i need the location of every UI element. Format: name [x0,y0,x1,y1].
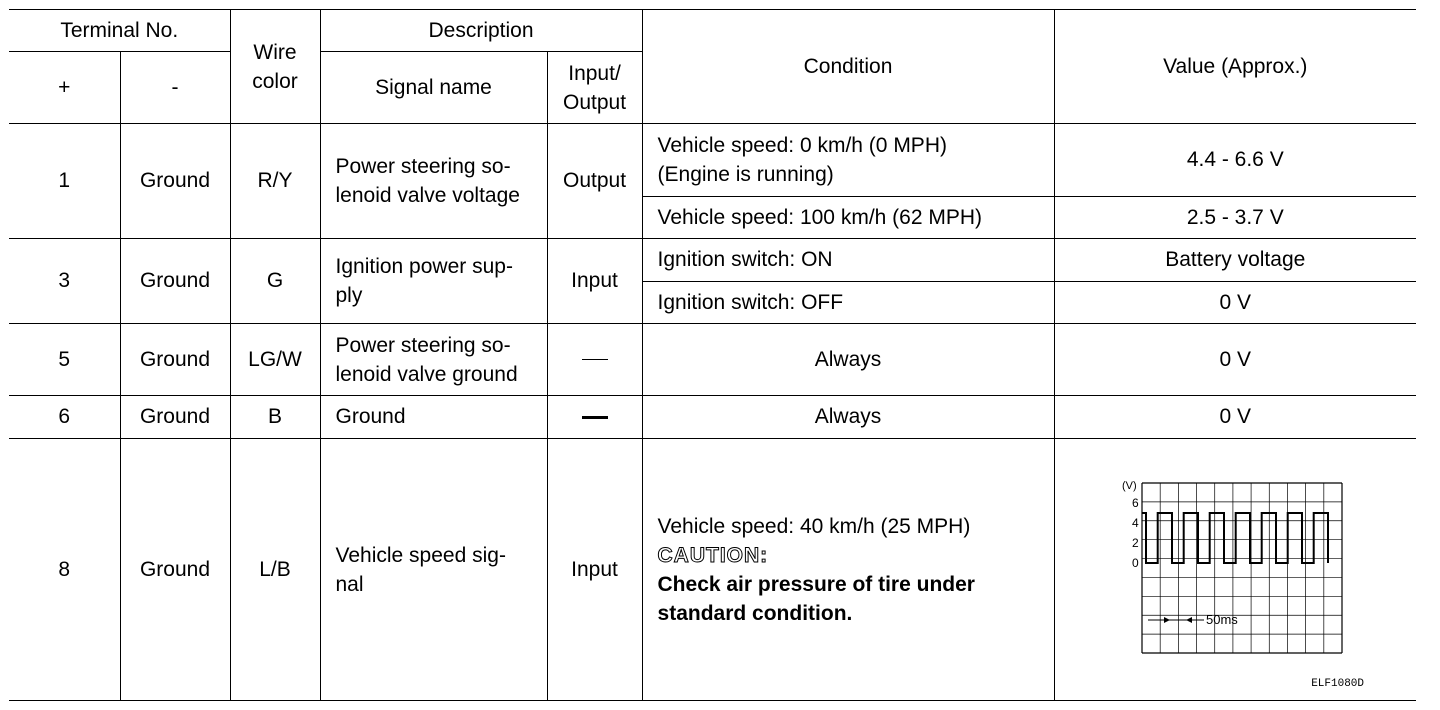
input-output: Input [547,239,642,324]
signal-name: Ground [320,396,547,439]
input-output [547,396,642,439]
condition: Vehicle speed: 100 km/h (62 MPH) [642,197,1054,239]
value: 2.5 - 3.7 V [1054,197,1416,239]
y-tick-label: 0 [1132,555,1139,570]
input-output: Input [547,439,642,701]
wire-color: LG/W [230,324,320,396]
condition: Ignition switch: ON [642,239,1054,282]
table-row [9,324,1416,396]
header-plus: + [9,52,120,124]
signal-name: Power steering so- lenoid valve voltage [320,124,547,239]
waveform-time-marker [1148,612,1238,627]
signal-name: Vehicle speed sig- nal [320,439,547,701]
terminal-plus: 5 [9,324,120,396]
waveform-grid [1142,483,1342,653]
table-row [9,239,1416,282]
signal-name: Power steering so- lenoid valve ground [320,324,547,396]
wire-color: G [230,239,320,324]
condition [642,439,1054,701]
value: Battery voltage [1054,239,1416,282]
table-row [9,124,1416,197]
y-tick-label: 2 [1132,535,1139,550]
condition-text: Vehicle speed: 40 km/h (25 MPH) [657,514,971,538]
figure-code: ELF1080D [1311,678,1365,690]
terminal-plus: 1 [9,124,120,239]
table-row [9,396,1416,439]
table-row [9,439,1416,701]
value: 0 V [1054,324,1416,396]
condition: Vehicle speed: 0 km/h (0 MPH) (Engine is running) [642,124,1054,197]
terminal-spec-table [9,9,1416,701]
y-tick-label: 6 [1132,495,1139,510]
signal-name: Ignition power sup- ply [320,239,547,324]
header-wire-color: Wire color [230,10,320,124]
terminal-plus: 8 [9,439,120,701]
header-description: Description [320,10,642,52]
terminal-minus: Ground [120,439,230,701]
waveform-y-ticks [1132,496,1139,570]
condition: Ignition switch: OFF [642,282,1054,324]
wire-color: B [230,396,320,439]
value: 0 V [1054,396,1416,439]
value: 0 V [1054,282,1416,324]
waveform-figure [1120,475,1350,665]
none-dash-icon [582,416,608,419]
caution-label: CAUTION: [657,543,769,567]
terminal-minus: Ground [120,396,230,439]
terminal-minus: Ground [120,239,230,324]
header-terminal-no: Terminal No. [9,10,230,52]
terminal-plus: 3 [9,239,120,324]
input-output: Output [547,124,642,239]
terminal-minus: Ground [120,324,230,396]
none-dash-icon [582,359,608,360]
condition: Always [642,324,1054,396]
header-value: Value (Approx.) [1054,10,1416,124]
header-minus: - [120,52,230,124]
condition: Always [642,396,1054,439]
header-signal-name: Signal name [320,52,547,124]
waveform-unit: (V) [1122,479,1137,492]
value: 4.4 - 6.6 V [1054,124,1416,197]
header-condition: Condition [642,10,1054,124]
caution-text: Check air pressure of tire under standard condition. [657,572,975,625]
value-waveform [1054,439,1416,701]
waveform-time-label: 50ms [1206,611,1239,627]
terminal-plus: 6 [9,396,120,439]
terminal-minus: Ground [120,124,230,239]
wire-color: L/B [230,439,320,701]
input-output [547,324,642,396]
header-input-output: Input/ Output [547,52,642,124]
wire-color: R/Y [230,124,320,239]
y-tick-label: 4 [1132,515,1139,530]
